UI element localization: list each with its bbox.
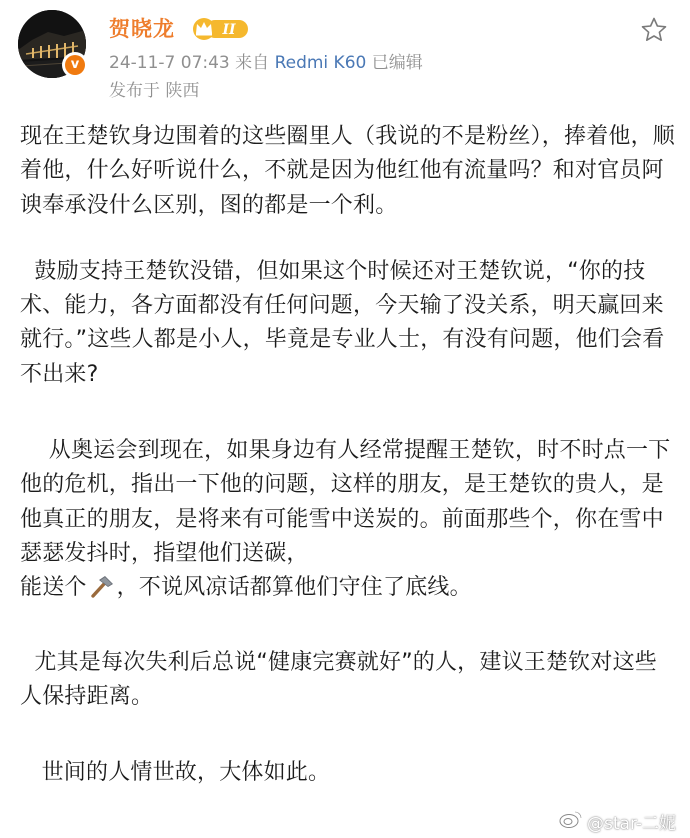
- paragraph-4-text: 尤其是每次失利后总说“健康完赛就好”的人，建议王楚钦对这些人保持距离。: [20, 649, 657, 709]
- post-timestamp: 24-11-7 07:43: [109, 53, 230, 73]
- paragraph-5-text: 世间的人情世故，大体如此。: [41, 760, 331, 786]
- paragraph-3-tail: ，不说风凉话都算他们守住了底线。: [116, 575, 472, 601]
- paragraph-4: [20, 646, 675, 715]
- level-badge-label: II: [222, 22, 236, 38]
- paragraph-2-text: 鼓励支持王楚钦没错，但如果这个时候还对王楚钦说，“你的技术、能力，各方面都没有任何问题，今天输了没关系，明天赢回来就行。”这些人都是小人，毕竟是专业人士，有没有问题，他们会看不出来?: [20, 258, 665, 387]
- weibo-icon: [559, 809, 583, 834]
- paragraph-3-text: 从奥运会到现在，如果身边有人经常提醒王楚钦，时不时点一下他的危机，指出一下他的问题，这样的朋友，是王楚钦的贵人，是他真正的朋友，是将来有可能雪中送炭的。前面那些个，你在雪中瑟瑟发抖时，指望他们送碳，: [20, 438, 671, 566]
- source-prefix: 来自: [235, 53, 270, 73]
- post-content: [20, 120, 675, 790]
- device-link[interactable]: Redmi K60: [274, 53, 367, 73]
- verified-mark: v: [65, 55, 85, 75]
- user-name[interactable]: 贺晓龙: [109, 17, 175, 41]
- hammer-icon: [89, 574, 115, 609]
- paragraph-3: [20, 434, 675, 609]
- paragraph-2: [20, 255, 675, 392]
- watermark: [559, 809, 676, 834]
- edited-label[interactable]: 已编辑: [371, 53, 423, 73]
- paragraph-3-tail-prefix: 能送个: [20, 575, 87, 601]
- post-meta: [109, 50, 423, 76]
- paragraph-1: 现在王楚钦身边围着的这些圈里人（我说的不是粉丝），捧着他，顺着他，什么好听说什么，不就是因为他红他有流量吗？和对官员阿谀奉承没什么区别，图的都是一个利。: [20, 124, 676, 218]
- favorite-button[interactable]: [640, 16, 668, 44]
- verified-badge: [62, 52, 88, 78]
- star-outline-icon: [640, 16, 668, 44]
- crown-icon: [190, 17, 250, 41]
- post-location: 发布于 陕西: [109, 81, 200, 101]
- level-badge: [190, 17, 250, 41]
- paragraph-5: [20, 756, 675, 790]
- watermark-text: @star-二妮: [587, 814, 676, 834]
